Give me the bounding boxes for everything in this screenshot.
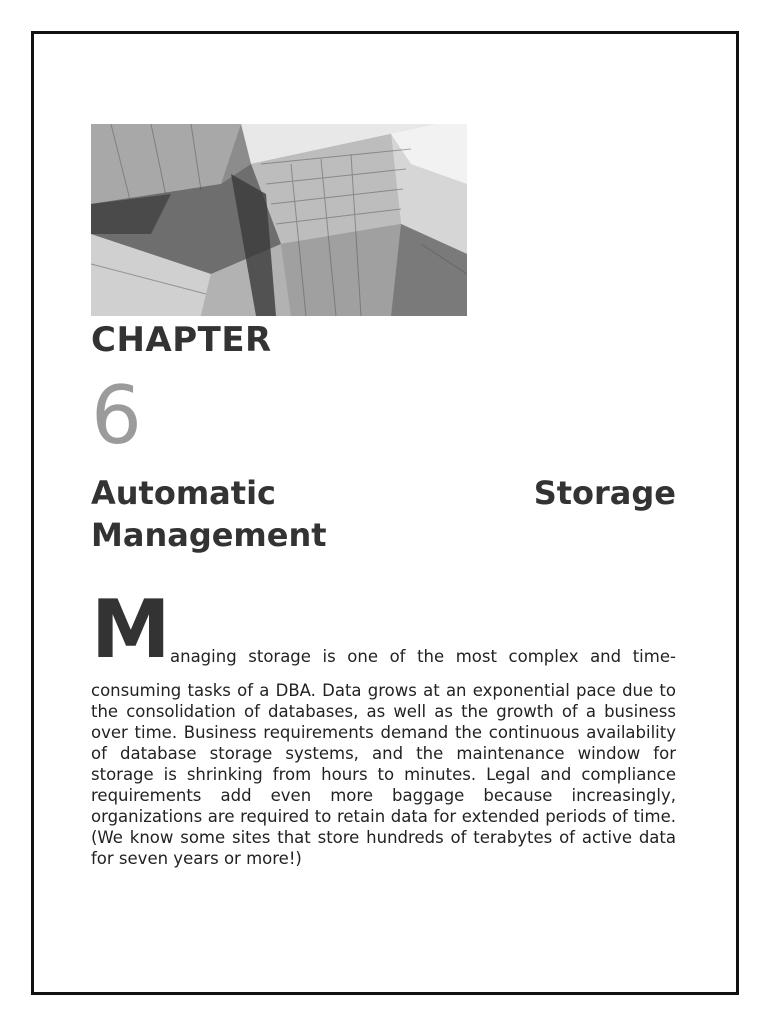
- chapter-title-word-2: Storage: [533, 474, 676, 512]
- first-line-word: is: [322, 647, 336, 666]
- drop-cap: M: [91, 583, 171, 676]
- first-line-word: most: [455, 647, 497, 666]
- chapter-header-image: [91, 124, 467, 316]
- chapter-title-word-3: Management: [91, 516, 327, 554]
- paragraph-text: consuming tasks of a DBA. Data grows at an exponential pace due to the consolidation of databases, as well as the growth of a business over time. Business requirements demand the continuous availability of database storage systems, and the maintenance window for storage is shrinking from hours to minutes. Legal and compliance requirements add even more baggage because increasingly, organizations are required to retain data for extended periods of time. (We know some sites that store hundreds of terabytes of active data for seven years or more!): [91, 681, 676, 868]
- first-line-word: anaging: [170, 647, 237, 666]
- chapter-title: [91, 472, 676, 556]
- first-line-word: time-: [632, 647, 676, 666]
- first-line-word: and: [590, 647, 622, 666]
- first-line-word: storage: [248, 647, 311, 666]
- first-line-text: [170, 646, 676, 667]
- chapter-title-word-1: Automatic: [91, 474, 276, 512]
- first-line-word: one: [347, 647, 378, 666]
- chapter-label: CHAPTER: [91, 320, 272, 360]
- chapter-number: 6: [91, 369, 142, 462]
- first-line-word: the: [417, 647, 445, 666]
- first-line-word: complex: [508, 647, 579, 666]
- body-paragraph: [91, 583, 676, 869]
- first-line: [91, 583, 676, 676]
- first-line-word: of: [389, 647, 406, 666]
